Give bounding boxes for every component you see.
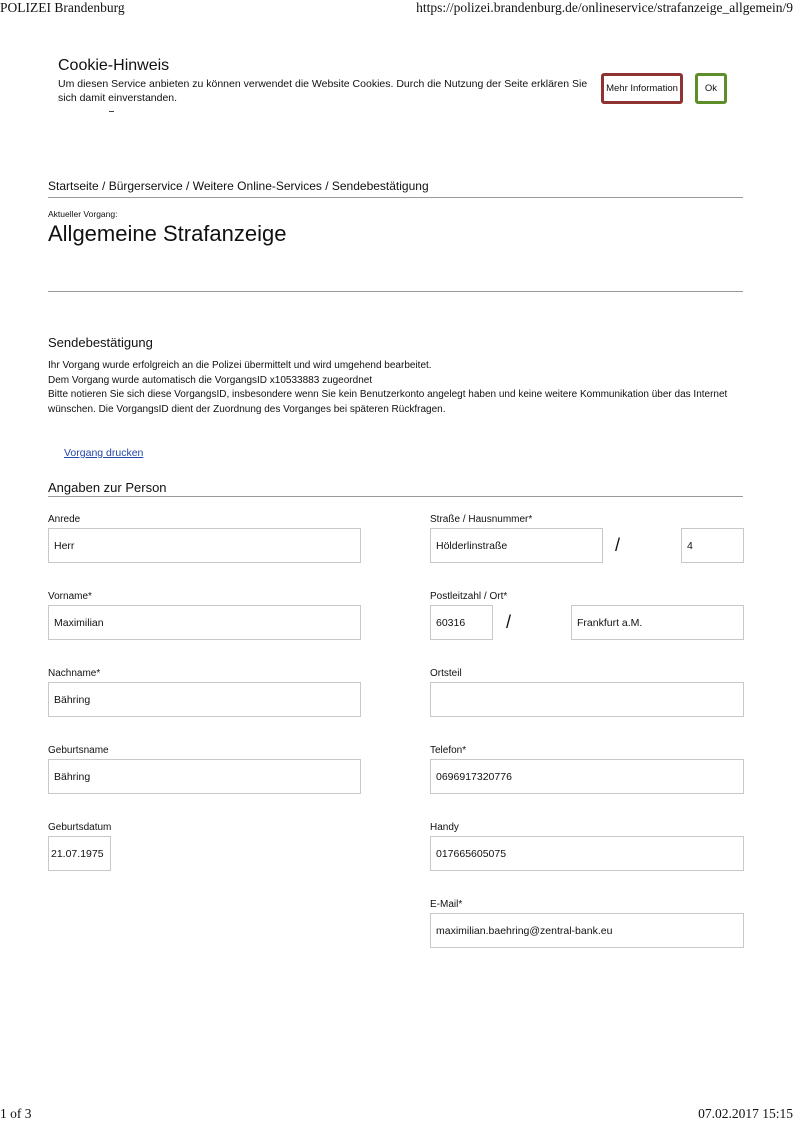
strasse-label: Straße / Hausnummer* [430, 514, 533, 525]
plz-ort-label: Postleitzahl / Ort* [430, 591, 508, 602]
geburtsdatum-field[interactable]: 21.07.1975 [48, 836, 111, 871]
divider [48, 197, 743, 198]
geburtsname-label: Geburtsname [48, 745, 109, 756]
telefon-field[interactable]: 0696917320776 [430, 759, 744, 794]
nachname-label: Nachname* [48, 668, 101, 679]
cookie-text: Um diesen Service anbieten zu können verwendet die Website Cookies. Durch die Nutzung der Seite erklären Sie sich damit einverstanden. [58, 78, 588, 104]
more-information-button[interactable]: Mehr Information [601, 73, 683, 104]
confirmation-line: Bitte notieren Sie sich diese VorgangsID, insbesondere wenn Sie kein Benutzerkonto angelegt haben und keine weitere Kommunikation über das Internet wünschen. Die VorgangsID dient der Zuordnung des Vorganges bei späteren Rückfragen. [48, 389, 728, 415]
geburtsdatum-label: Geburtsdatum [48, 822, 112, 833]
hausnummer-field[interactable]: 4 [681, 528, 744, 563]
divider [48, 496, 743, 497]
print-page-title: POLIZEI Brandenburg [0, 0, 125, 15]
anrede-label: Anrede [48, 514, 81, 525]
divider [109, 111, 114, 112]
cookie-title: Cookie-Hinweis [58, 57, 170, 74]
vorname-field[interactable]: Maximilian [48, 605, 361, 640]
plz-field[interactable]: 60316 [430, 605, 493, 640]
cookie-ok-button[interactable]: Ok [695, 73, 727, 104]
email-label: E-Mail* [430, 899, 463, 910]
strasse-field[interactable]: Hölderlinstraße [430, 528, 603, 563]
handy-field[interactable]: 017665605075 [430, 836, 744, 871]
telefon-label: Telefon* [430, 745, 467, 756]
confirmation-heading: Sendebestätigung [48, 335, 153, 350]
print-url: https://polizei.brandenburg.de/onlineservice/strafanzeige_allgemein/9 [416, 0, 793, 15]
ortsteil-label: Ortsteil [430, 668, 462, 679]
separator-slash: / [615, 535, 621, 555]
page-count: 1 of 3 [0, 1106, 32, 1121]
email-field[interactable]: maximilian.baehring@zentral-bank.eu [430, 913, 744, 948]
anrede-field[interactable]: Herr [48, 528, 361, 563]
confirmation-line: Ihr Vorgang wurde erfolgreich an die Polizei übermittelt und wird umgehend bearbeitet. [48, 360, 432, 371]
person-section-heading: Angaben zur Person [48, 480, 167, 495]
ortsteil-field[interactable] [430, 682, 744, 717]
nachname-field[interactable]: Bähring [48, 682, 361, 717]
separator-slash: / [506, 612, 512, 632]
page-title: Allgemeine Strafanzeige [48, 221, 287, 246]
ort-field[interactable]: Frankfurt a.M. [571, 605, 744, 640]
confirmation-text [48, 359, 748, 417]
confirmation-line: Dem Vorgang wurde automatisch die VorgangsID x10533883 zugeordnet [48, 374, 373, 386]
divider [48, 291, 743, 292]
print-process-link[interactable]: Vorgang drucken [64, 447, 144, 459]
vorname-label: Vorname* [48, 591, 92, 602]
geburtsname-field[interactable]: Bähring [48, 759, 361, 794]
handy-label: Handy [430, 822, 459, 833]
print-date: 07.02.2017 15:15 [698, 1106, 793, 1121]
current-process-label: Aktueller Vorgang: [48, 209, 118, 219]
breadcrumb: Startseite / Bürgerservice / Weitere Online-Services / Sendebestätigung [48, 179, 429, 193]
